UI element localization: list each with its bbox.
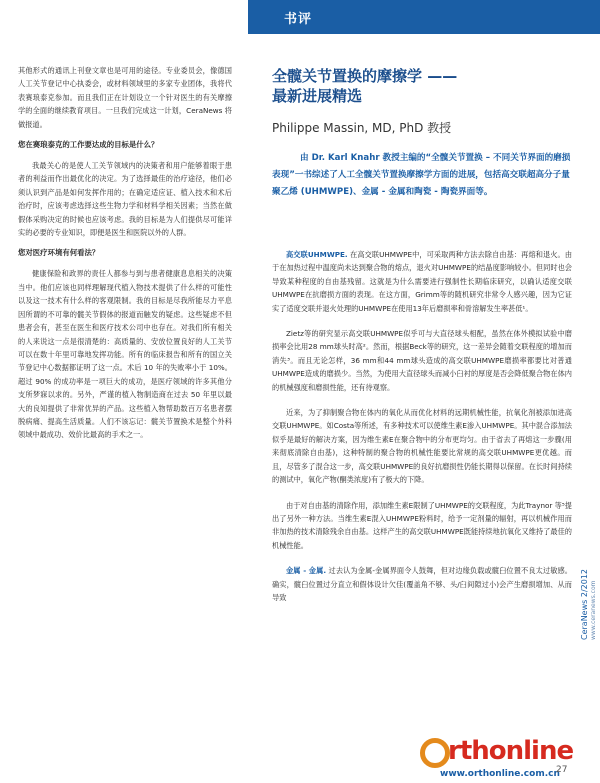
article-paragraph: Zietz等的研究显示高交联UHMWPE似乎可与大直径球头相配，虽然在体外模拟试验中磨损率会比用28 mm球头时高²。然而，根据Beck等的研究，这一差异会随着交联程度的增加而消失³。而且无论怎样，36 mm和44 mm球头造成的高交联UHMWPE磨损率都要比对普通UHMWPE造成的磨损少。当然，为使用大直径球头而减小臼衬的厚度是否会降低聚合物在体内的机械强度和磨损性能，还有待观察。 (272, 329, 572, 392)
journal-edition: CeraNews 2/2012 (580, 568, 589, 640)
paragraph-keyword: 高交联UHMWPE. (286, 250, 348, 259)
interview-paragraph: 其他形式的通讯上刊登文章也是可用的途径。专业委员会，像德国人工关节登记中心执委会，或材料领域里的多家专业团体，我将代表赛琅泰克参加。而且我们正在计划设立一个针对医生的有关摩擦学的全面的继续教育项目。一旦我们完成这一计划，CeraNews 将做报道。 (18, 66, 232, 129)
interview-question: 您对医疗环境有何看法？ (18, 248, 100, 258)
page-number: 27 (556, 765, 568, 775)
interview-paragraph: 健康保险和政界的责任人都参与到与患者健康息息相关的决策当中。他们应该也同样理解现代植入物技术提供了什么样的可能性以及这一技术有什么样的客观限制。我的目标是尽我所能尽力平息因所谓的不可靠的髋关节假体的报道而触发的疑虑。这些疑虑不但患者会有，甚至在医生和医疗技术公司中也存在。对我们所有相关的人来说这一点是很清楚的：高质量的、安放位置良好的人工关节可以在数十年里可靠地发挥功能。所有的临床报告和所有的国立关节登记中心数据都证明了这一点。术后 10 年的失败率小于 10%。超过 90% 的成功率是一项巨大的成功，是医疗领域的许多其他分支所梦寐以求的。另外，严谨的植入物制造商在过去 50 年里以最大的良知提供了非常优异的产品。这些植入物帮助数百万名患者摆脱病痛、提高生活质量。人们不该忘记：髋关节置换术是整个外科领域中最成功、效价比最高的手术之一。 (18, 269, 232, 440)
interview-question: 您在赛琅泰克的工作要达成的目标是什么？ (18, 140, 159, 150)
article-author: Philippe Massin, MD, PhD 教授 (272, 121, 452, 135)
article-paragraph: 由于对自由基的清除作用，添加维生素E限制了UHMWPE的交联程度，为此Traynor 等⁵提出了另外一种方法。当维生素E混入UHMWPE粉料时，给予一定剂量的辐射，再以机械作用而非加热的技术清除残余自由基。这样产生的高交联UHMWPE既能持续地抗氧化又维持了最佳的机械性能。 (272, 500, 572, 550)
interview-column (18, 64, 232, 450)
paragraph-text: 在高交联UHMWPE中，可采取两种方法去除自由基：再熔和退火。由于在加热过程中温度尚未达到聚合物的熔点，退火对UHMWPE的结晶度影响较小。但同时也会导致某种程度的自由基残留。这就是为什么需要进行强制性长期临床研究，以确认适度交联UHMWPE在抗磨损方面的表现。在这方面，Grimm等的随机研究非常令人感兴趣，因为它证实了适度交联并退火处理的UHMWPE在使用13年后磨损率和骨溶解发生率甚低¹。 (272, 250, 573, 313)
paragraph-text: 过去认为金属-金属界面令人鼓舞，但对边缘负载或髋臼位置不良太过敏感。确实，髋臼位置过分直立和假体设计欠佳(覆盖角不够、头/臼间隙过小)会产生磨损增加、从而导致 (272, 566, 572, 602)
article-body (272, 248, 572, 616)
title-line: 全髋关节置换的摩擦学 —— (272, 67, 458, 85)
title-line: 最新进展精选 (272, 87, 363, 105)
article-paragraph (272, 248, 572, 315)
section-label: 书评 (284, 12, 313, 27)
article-title (272, 66, 572, 106)
article-paragraph: 近来，为了抑制聚合物在体内的氧化从而优化材料的远期机械性能，抗氧化剂被添加进高交联UHMWPE。如Costa等所述，有多种技术可以使维生素E渗入UHMWPE。其中混合添加法似乎是最好的解决方案，因为维生素E在聚合物中的分布更均匀。由于省去了再熔这一步骤(用来彻底清除自由基)，这种特制的聚合物的机械性能要比常规的高交联UHMWPE更优越。而且，尽管多了混合这一步，高交联UHMWPE的良好抗磨损性仍能长期得以保留。在长时间持续的测试中，氧化产物(酮类浓度)有了极大的下降。 (272, 408, 572, 485)
watermark-url: www.orthonline.com.cn (440, 769, 560, 779)
journal-website: www.ceranews.com (590, 580, 597, 640)
logo-icon (420, 738, 450, 768)
watermark-logo: rthonline (448, 736, 574, 766)
paragraph-keyword: 金属 - 金属. (286, 566, 327, 576)
article-lead: 由 Dr. Karl Knahr 教授主编的“全髋关节置换 – 不同关节界面的磨损表现”一书综述了人工全髋关节置换摩擦学方面的进展，包括高交联超高分子量聚乙烯 (UHMWPE)、金属 - 金属和陶瓷 - 陶瓷界面等。 (272, 153, 571, 197)
interview-paragraph: 我最关心的是使人工关节领域内的决策者和用户能够着眼于患者的利益而作出最优化的决定。为了选择最佳的治疗途径，他们必须认识到产品是如何发挥作用的；在确定适应证、植入技术和术后治疗时，应该考虑选择这些生物力学和材料学相关因素；当然在做假体采购决定的时候也应该考虑。我的目标是为人们提供尽可能详实的必要的专业知识，即便是医生和医院以外的人群。 (18, 161, 232, 238)
article-paragraph (272, 564, 572, 604)
